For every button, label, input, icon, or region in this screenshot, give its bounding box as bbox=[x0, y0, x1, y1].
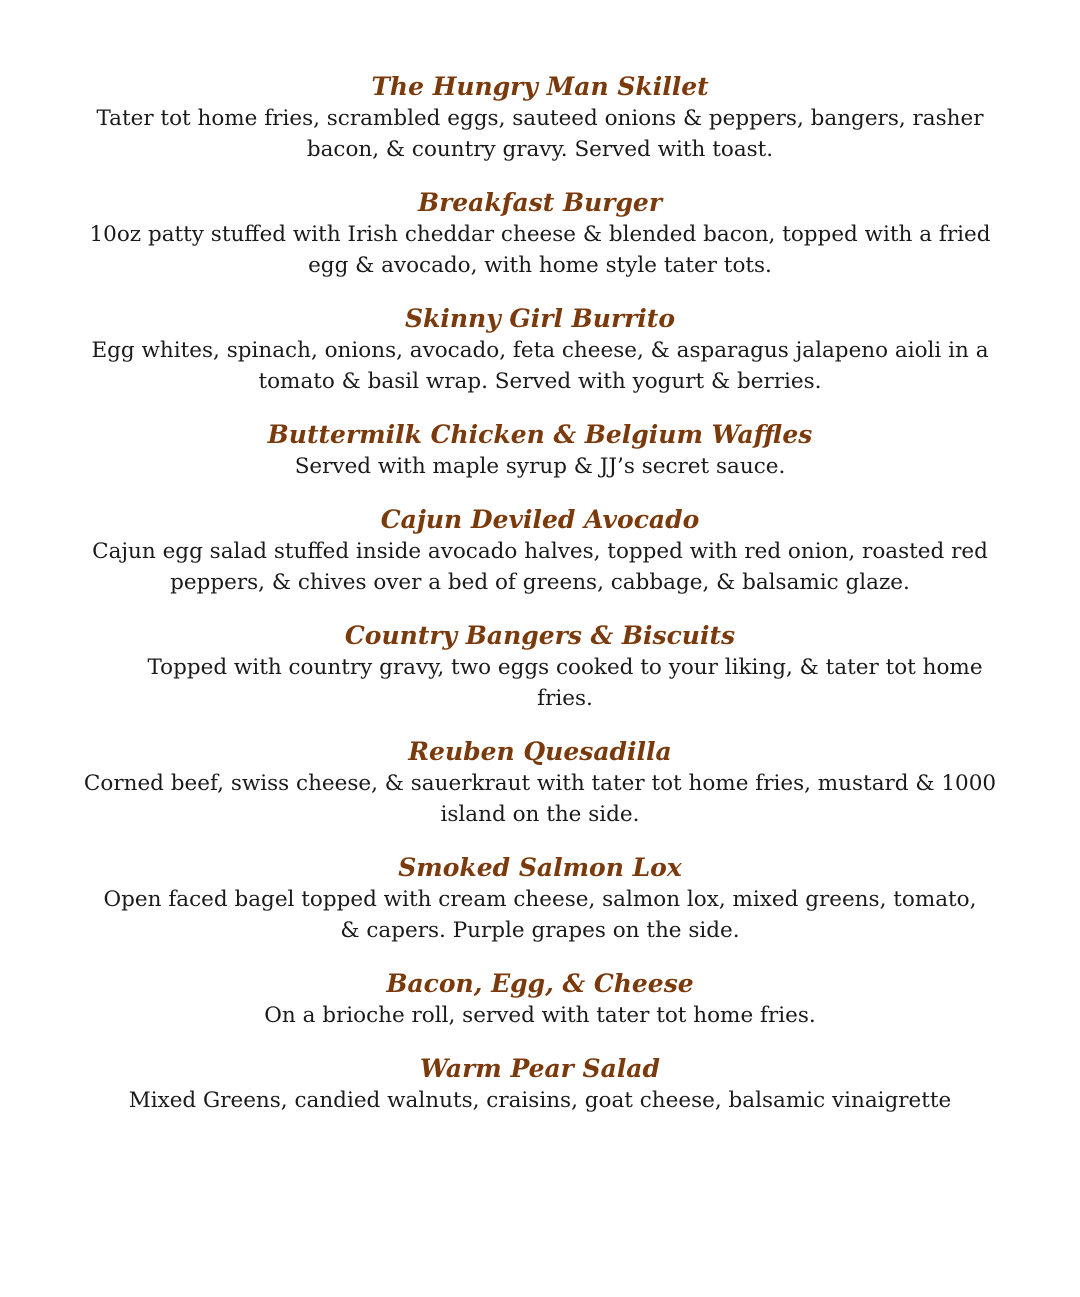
item-description: Topped with country gravy, two eggs cooked to your liking, & tater tot home fries. bbox=[147, 655, 983, 711]
item-title: Smoked Salmon Lox bbox=[398, 853, 682, 882]
menu-item-country-bangers-biscuits bbox=[0, 619, 1080, 714]
menu-item-skinny-girl-burrito bbox=[0, 302, 1080, 397]
menu-item-smoked-salmon-lox bbox=[0, 851, 1080, 946]
item-description: Egg whites, spinach, onions, avocado, feta cheese, & asparagus jalapeno aioli in a tomato & basil wrap. Served with yogurt & berries. bbox=[91, 338, 989, 394]
menu-item-warm-pear-salad bbox=[0, 1052, 1080, 1116]
item-description: Cajun egg salad stuffed inside avocado halves, topped with red onion, roasted red peppers, & chives over a bed of greens, cabbage, & balsamic glaze. bbox=[92, 539, 988, 595]
item-title: The Hungry Man Skillet bbox=[371, 72, 709, 101]
item-description: Tater tot home fries, scrambled eggs, sauteed onions & peppers, bangers, rasher bacon, & country gravy. Served with toast. bbox=[96, 106, 984, 162]
item-title: Warm Pear Salad bbox=[420, 1054, 660, 1083]
menu-item-bacon-egg-cheese bbox=[0, 967, 1080, 1031]
menu bbox=[0, 70, 1080, 1137]
item-description: 10oz patty stuffed with Irish cheddar cheese & blended bacon, topped with a fried egg & avocado, with home style tater tots. bbox=[89, 222, 991, 278]
item-description: Mixed Greens, candied walnuts, craisins, goat cheese, balsamic vinaigrette bbox=[128, 1088, 952, 1113]
item-title: Reuben Quesadilla bbox=[408, 737, 672, 766]
item-title: Cajun Deviled Avocado bbox=[380, 505, 700, 534]
item-title: Skinny Girl Burrito bbox=[404, 304, 676, 333]
item-title: Buttermilk Chicken & Belgium Waffles bbox=[267, 420, 813, 449]
item-description: Corned beef, swiss cheese, & sauerkraut with tater tot home fries, mustard & 1000 island on the side. bbox=[83, 771, 997, 827]
menu-item-reuben-quesadilla bbox=[0, 735, 1080, 830]
item-description: On a brioche roll, served with tater tot home fries. bbox=[264, 1003, 816, 1028]
menu-item-hungry-man-skillet bbox=[0, 70, 1080, 165]
item-description: Open faced bagel topped with cream cheese, salmon lox, mixed greens, tomato, & capers. Purple grapes on the side. bbox=[103, 887, 977, 943]
menu-item-buttermilk-chicken-waffles bbox=[0, 418, 1080, 482]
item-title: Country Bangers & Biscuits bbox=[344, 621, 736, 650]
item-title: Breakfast Burger bbox=[417, 188, 663, 217]
menu-item-cajun-deviled-avocado bbox=[0, 503, 1080, 598]
item-title: Bacon, Egg, & Cheese bbox=[386, 969, 694, 998]
item-description: Served with maple syrup & JJ’s secret sauce. bbox=[294, 454, 786, 479]
menu-item-breakfast-burger bbox=[0, 186, 1080, 281]
